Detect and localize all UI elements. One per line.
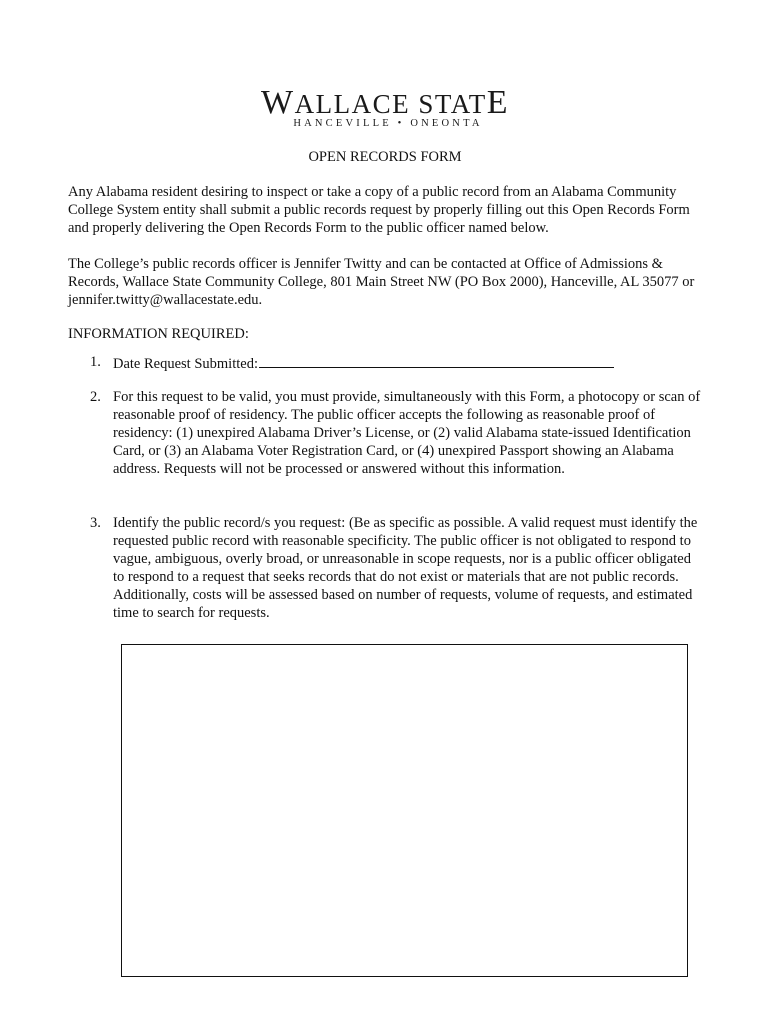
list-item-text: [113, 353, 705, 373]
logo-tagline: HANCEVILLE • ONEONTA: [293, 118, 483, 129]
list-item-number: 3.: [90, 515, 101, 531]
wallace-state-logo: [0, 84, 770, 130]
list-item-number: 1.: [90, 354, 101, 370]
list-item-number: 2.: [90, 389, 101, 405]
date-request-field[interactable]: [259, 353, 614, 368]
list-item-text: Identify the public record/s you request: (Be as specific as possible. A valid request must identify the requested public record with reasonable specificity. The public officer is not obligated to respond to vague, ambiguous, overly broad, or unreasonable in scope requests, nor is a public officer obligated to respond to a request that seeks records that do not exist or materials that are not public records. Additionally, costs will be assessed based on number of requests, volume of requests, and estimated time to search for requests.: [113, 515, 698, 621]
form-title: OPEN RECORDS FORM: [308, 149, 462, 165]
date-request-label: Date Request Submitted:: [113, 356, 258, 372]
records-request-box[interactable]: [121, 644, 688, 977]
list-item-text: For this request to be valid, you must provide, simultaneously with this Form, a photocopy or scan of reasonable proof of residency. The public officer accepts the following as reasonable proof of residency: (1) unexpired Alabama Driver’s License, or (2) valid Alabama state-issued Identification Card, or (3) an Alabama Voter Registration Card, or (4) unexpired Passport showing an Alabama address. Requests will not be processed or answered without this information.: [113, 389, 701, 477]
information-required-heading: INFORMATION REQUIRED:: [68, 326, 249, 342]
logo-wordmark: WALLACE STATE: [261, 84, 509, 121]
officer-contact-paragraph: The College’s public records officer is Jennifer Twitty and can be contacted at Office of Admissions & Records, Wallace State Community College, 801 Main Street NW (PO Box 2000), Hanceville, AL 35077 or jennifer.twitty@wallacestate.edu.: [68, 256, 695, 308]
intro-paragraph: Any Alabama resident desiring to inspect or take a copy of a public record from an Alabama Community College System entity shall submit a public records request by properly filling out this Open Records Form and properly delivering the Open Records Form to the public officer named below.: [68, 184, 690, 236]
